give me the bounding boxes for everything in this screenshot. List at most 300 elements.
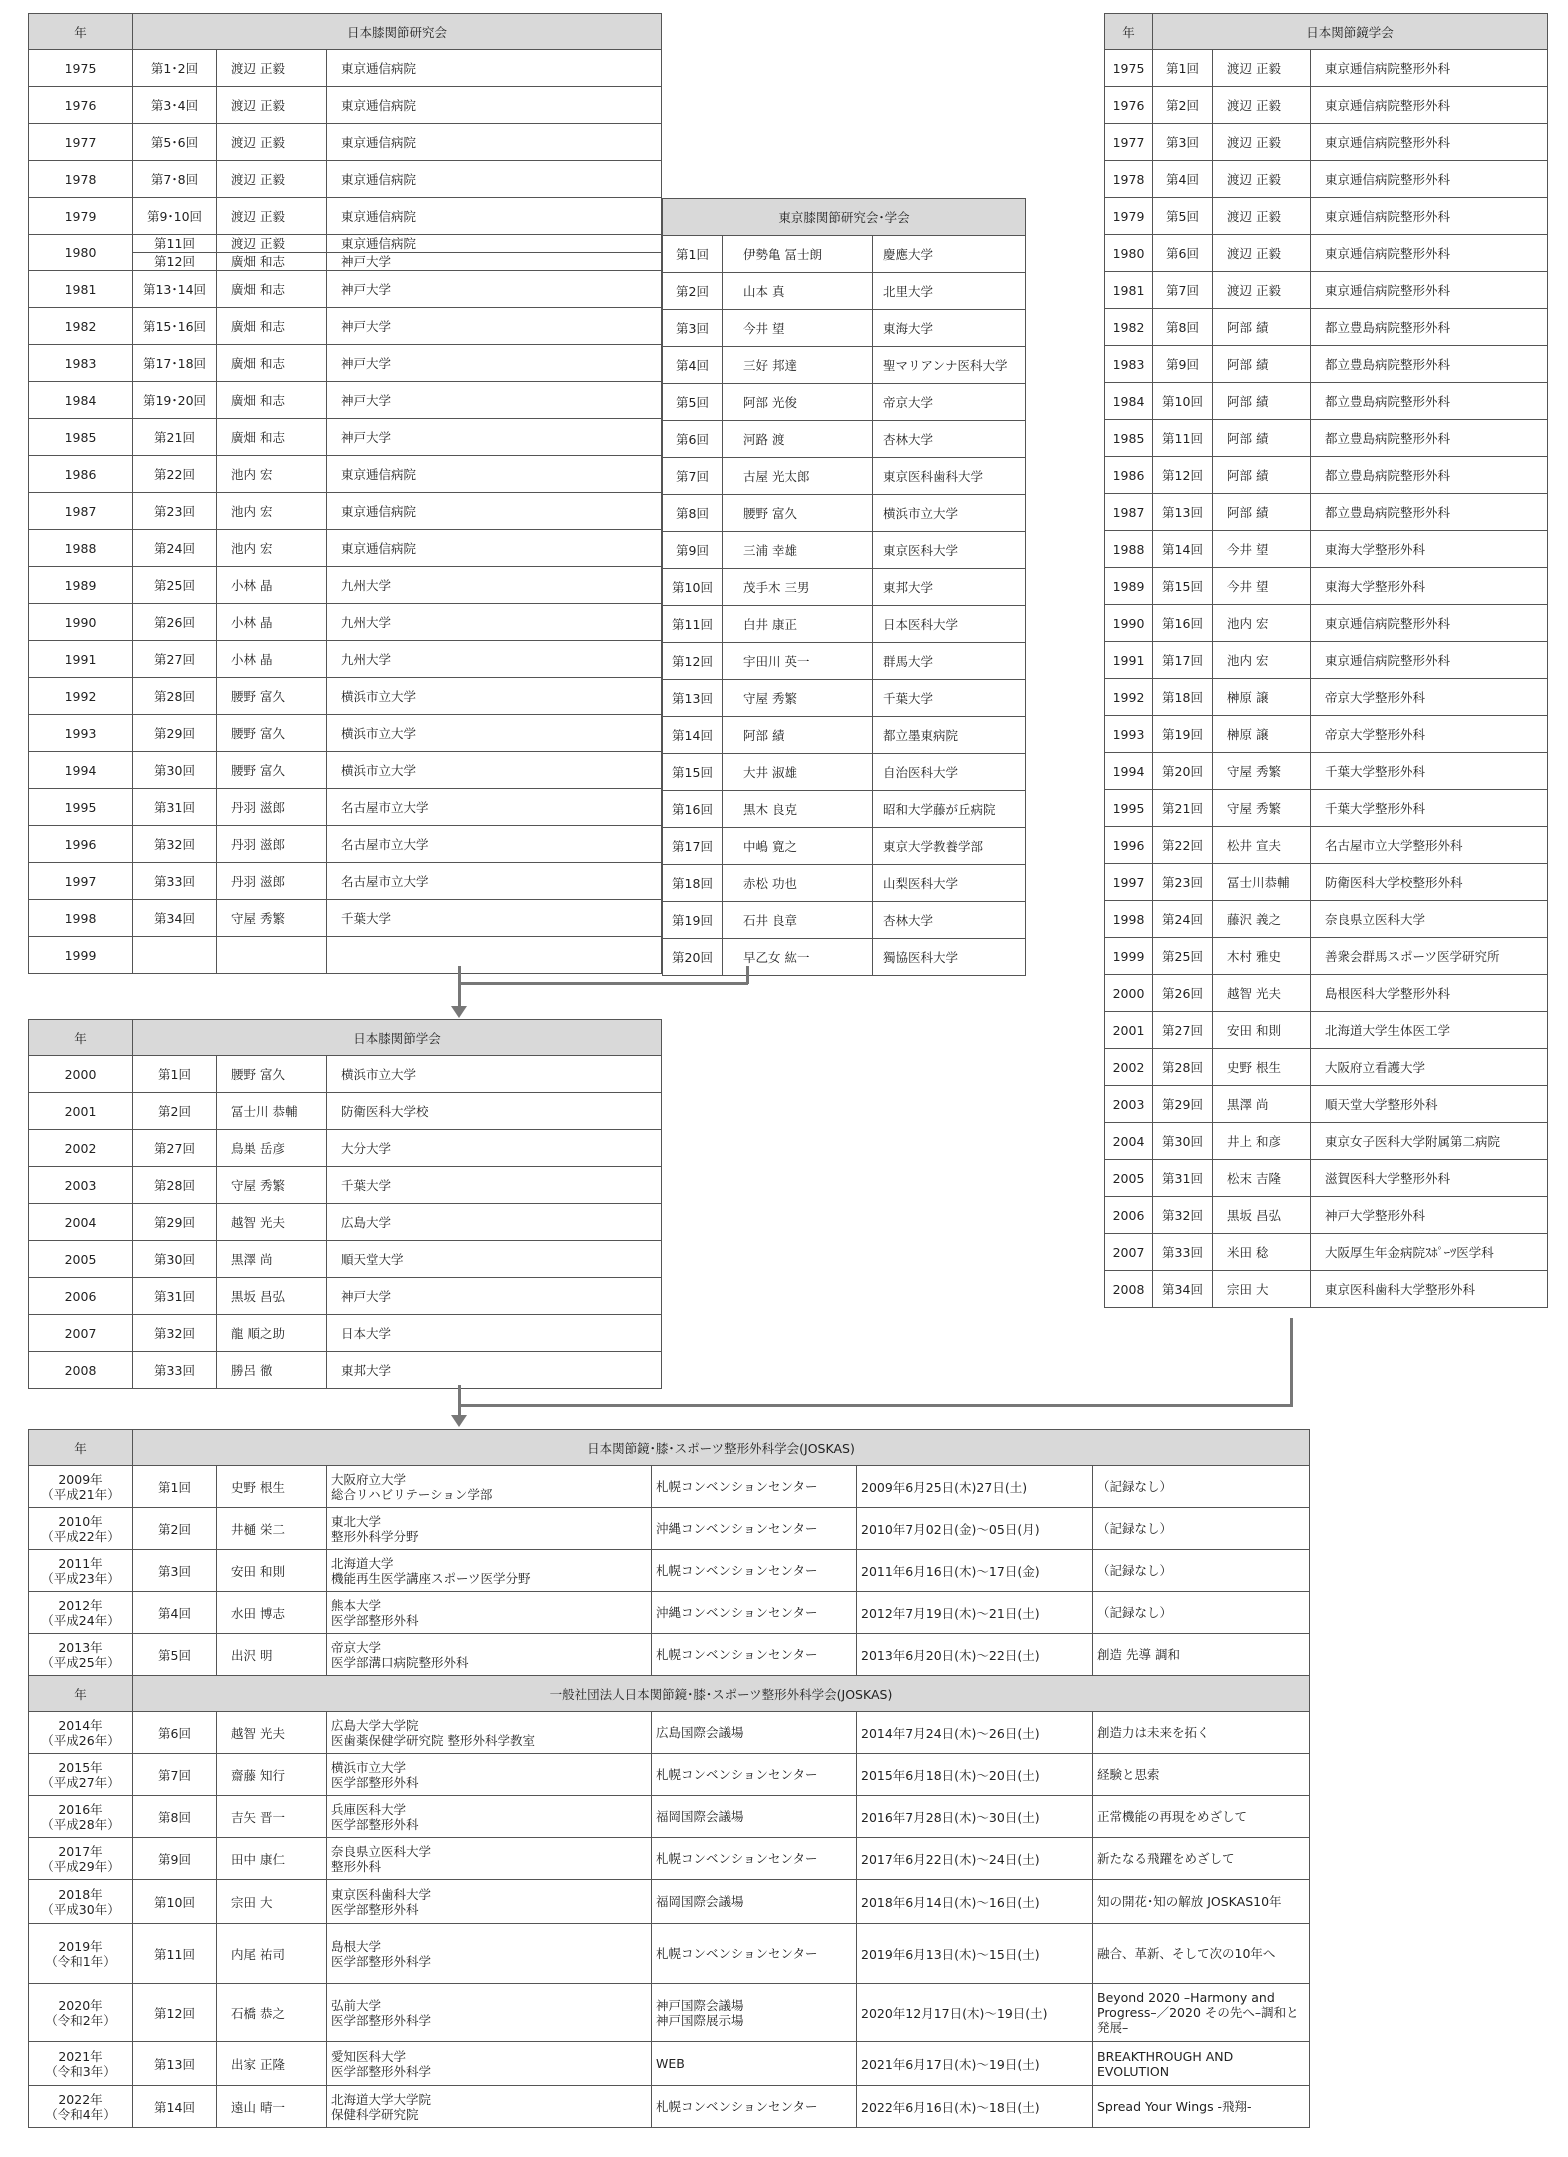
year-cell: 2007 xyxy=(1105,1234,1153,1271)
session-cell: 第14回 xyxy=(1153,531,1213,568)
session-cell: 第11回 xyxy=(133,1924,217,1984)
connector-line xyxy=(458,984,461,1008)
affiliation-cell: 都立豊島病院整形外科 xyxy=(1311,494,1548,531)
table-row xyxy=(29,678,662,715)
affiliation-cell: 帝京大学整形外科 xyxy=(1311,679,1548,716)
chair-cell: 池内 宏 xyxy=(1213,605,1311,642)
year-cell: 1993 xyxy=(1105,716,1153,753)
year-cell: 1977 xyxy=(1105,124,1153,161)
affiliation-cell: 東京逓信病院 xyxy=(327,456,662,493)
session-cell: 第16回 xyxy=(663,791,723,828)
affiliation-cell: 北海道大学生体医工学 xyxy=(1311,1012,1548,1049)
affiliation-cell: 九州大学 xyxy=(327,604,662,641)
year-cell: 1992 xyxy=(1105,679,1153,716)
chair-cell: 越智 光夫 xyxy=(1213,975,1311,1012)
chair-cell: 白井 康正 xyxy=(723,606,873,643)
chair-cell: 渡辺 正毅 xyxy=(1213,272,1311,309)
year-label: 2013年 xyxy=(58,1639,103,1655)
affiliation-cell: 滋賀医科大学整形外科 xyxy=(1311,1160,1548,1197)
chair-cell: 黒木 良克 xyxy=(723,791,873,828)
session-cell: 第17回 xyxy=(1153,642,1213,679)
session-cell: 第3回 xyxy=(133,1550,217,1592)
chair-cell: 渡辺 正毅 xyxy=(217,198,327,235)
chair-cell: 榊原 譲 xyxy=(1213,716,1311,753)
session-cell: 第32回 xyxy=(1153,1197,1213,1234)
affiliation-cell: 聖マリアンナ医科大学 xyxy=(873,347,1026,384)
table-row xyxy=(1105,753,1548,790)
chair-cell: 鳥巣 岳彦 xyxy=(217,1130,327,1167)
year-cell: 1988 xyxy=(29,530,133,567)
table-row xyxy=(29,604,662,641)
affiliation-cell: 防衛医科大学校整形外科 xyxy=(1311,864,1548,901)
session-cell: 第24回 xyxy=(133,530,217,567)
date-cell: 2014年7月24日(木)～26日(土) xyxy=(857,1712,1093,1754)
affiliation-cell: 東京逓信病院 xyxy=(327,493,662,530)
table-row xyxy=(663,495,1026,532)
year-cell: 1998 xyxy=(1105,901,1153,938)
table-row xyxy=(29,1880,1310,1924)
affiliation-cell: 東邦大学 xyxy=(873,569,1026,606)
session-cell: 第1回 xyxy=(1153,50,1213,87)
table-row xyxy=(29,900,662,937)
session-cell: 第18回 xyxy=(1153,679,1213,716)
year-cell: 1996 xyxy=(29,826,133,863)
affiliation-cell: 東京逓信病院 xyxy=(327,124,662,161)
session-cell: 第4回 xyxy=(1153,161,1213,198)
theme-cell: 創造力は未来を拓く xyxy=(1093,1712,1310,1754)
year-header: 年 xyxy=(1105,14,1153,50)
year-cell: 1984 xyxy=(29,382,133,419)
affiliation-cell: 都立豊島病院整形外科 xyxy=(1311,457,1548,494)
year-cell: 1989 xyxy=(29,567,133,604)
table-row xyxy=(1105,420,1548,457)
chair-cell: 宗田 大 xyxy=(217,1880,327,1924)
table-row xyxy=(1105,1234,1548,1271)
affiliation-cell: 東京逓信病院整形外科 xyxy=(1311,124,1548,161)
affiliation-cell: 北里大学 xyxy=(873,273,1026,310)
session-cell: 第23回 xyxy=(133,493,217,530)
table-row xyxy=(1105,87,1548,124)
year-cell: 1984 xyxy=(1105,383,1153,420)
affiliation-cell: 神戸大学整形外科 xyxy=(1311,1197,1548,1234)
table-row xyxy=(1105,346,1548,383)
theme-cell: 創造 先導 調和 xyxy=(1093,1634,1310,1676)
chair-cell: 丹羽 滋郎 xyxy=(217,789,327,826)
table-row xyxy=(1105,124,1548,161)
chair-cell: 河路 渡 xyxy=(723,421,873,458)
session-cell: 第6回 xyxy=(1153,235,1213,272)
table-row xyxy=(1105,50,1548,87)
affiliation-cell: 東京逓信病院 xyxy=(327,161,662,198)
session-cell: 第33回 xyxy=(1153,1234,1213,1271)
chair-cell: 米田 稔 xyxy=(1213,1234,1311,1271)
table-row xyxy=(29,1241,662,1278)
year-cell xyxy=(29,1924,133,1984)
affiliation-cell: 東京逓信病院整形外科 xyxy=(1311,198,1548,235)
affiliation-line: 整形外科 xyxy=(331,1858,382,1874)
affiliation-cell: 日本医科大学 xyxy=(873,606,1026,643)
year-cell xyxy=(29,1984,133,2042)
session-cell: 第1回 xyxy=(133,1466,217,1508)
session-cell: 第2回 xyxy=(663,273,723,310)
chair-cell: 丹羽 滋郎 xyxy=(217,863,327,900)
table-row xyxy=(663,236,1026,273)
year-cell xyxy=(29,1634,133,1676)
year-header: 年 xyxy=(29,1430,133,1466)
header-row xyxy=(29,1676,1310,1712)
affiliation-cell: 横浜市立大学 xyxy=(327,678,662,715)
year-cell: 1989 xyxy=(1105,568,1153,605)
chair-cell: 松井 宣夫 xyxy=(1213,827,1311,864)
chair-cell: 齋藤 知行 xyxy=(217,1754,327,1796)
affiliation-cell: 都立豊島病院整形外科 xyxy=(1311,346,1548,383)
session-cell: 第27回 xyxy=(133,641,217,678)
era-label: （平成26年） xyxy=(41,1732,120,1748)
session-cell: 第32回 xyxy=(133,1315,217,1352)
session-cell: 第6回 xyxy=(663,421,723,458)
venue-line: 札幌コンベンションセンター xyxy=(656,1563,818,1578)
session-cell: 第23回 xyxy=(1153,864,1213,901)
affiliation-cell: 東京逓信病院 xyxy=(327,87,662,124)
venue-cell xyxy=(652,1838,857,1880)
year-cell: 1975 xyxy=(1105,50,1153,87)
chair-name: 渡辺 正毅 xyxy=(217,235,326,253)
affiliation-cell: 東京逓信病院整形外科 xyxy=(1311,161,1548,198)
affiliation-line: 弘前大学 xyxy=(331,1997,382,2013)
year-cell: 1985 xyxy=(29,419,133,456)
affiliation-cell xyxy=(327,2086,652,2128)
table-row xyxy=(1105,605,1548,642)
session-cell: 第2回 xyxy=(133,1508,217,1550)
table-row xyxy=(1105,864,1548,901)
venue-cell xyxy=(652,1634,857,1676)
affiliation-cell: 都立豊島病院整形外科 xyxy=(1311,420,1548,457)
session-cell: 第13･14回 xyxy=(133,271,217,308)
affiliation-label: 神戸大学 xyxy=(341,254,392,269)
session-cell: 第9回 xyxy=(1153,346,1213,383)
affiliation-cell: 東京医科歯科大学整形外科 xyxy=(1311,1271,1548,1308)
affiliation-cell xyxy=(327,1838,652,1880)
chair-cell: 遠山 晴一 xyxy=(217,2086,327,2128)
session-cell: 第31回 xyxy=(133,789,217,826)
theme-cell: （記録なし） xyxy=(1093,1550,1310,1592)
table-row xyxy=(663,939,1026,976)
era-label: （平成25年） xyxy=(41,1654,120,1670)
affiliation-line: 医学部整形外科 xyxy=(331,1612,419,1628)
affiliation-cell: 千葉大学整形外科 xyxy=(1311,790,1548,827)
session-cell: 第34回 xyxy=(1153,1271,1213,1308)
affiliation-cell: 帝京大学整形外科 xyxy=(1311,716,1548,753)
venue-cell xyxy=(652,1592,857,1634)
year-cell: 1999 xyxy=(1105,938,1153,975)
affiliation-cell: 東京逓信病院整形外科 xyxy=(1311,642,1548,679)
table-row xyxy=(1105,1086,1548,1123)
affiliation-cell: 順天堂大学 xyxy=(327,1241,662,1278)
year-cell xyxy=(29,1712,133,1754)
affiliation-cell: 千葉大学整形外科 xyxy=(1311,753,1548,790)
affiliation-cell xyxy=(327,1634,652,1676)
chair-cell: 小林 晶 xyxy=(217,567,327,604)
chair-cell: 中嶋 寛之 xyxy=(723,828,873,865)
session-cell: 第25回 xyxy=(133,567,217,604)
chair-cell: 渡辺 正毅 xyxy=(217,50,327,87)
theme-cell: （記録なし） xyxy=(1093,1592,1310,1634)
connector-line xyxy=(458,1385,461,1415)
chair-name: 廣畑 和志 xyxy=(231,254,285,269)
date-cell: 2009年6月25日(木)27日(土) xyxy=(857,1466,1093,1508)
affiliation-cell: 横浜市立大学 xyxy=(327,1056,662,1093)
session-cell xyxy=(133,937,217,974)
theme-cell: Spread Your Wings -飛翔- xyxy=(1093,2086,1310,2128)
session-cell: 第6回 xyxy=(133,1712,217,1754)
session-cell: 第28回 xyxy=(133,678,217,715)
chair-cell: 宗田 大 xyxy=(1213,1271,1311,1308)
connector-line xyxy=(746,966,749,984)
knee-research-table xyxy=(28,13,662,974)
affiliation-cell: 東邦大学 xyxy=(327,1352,662,1389)
table-row xyxy=(1105,531,1548,568)
session-cell: 第5回 xyxy=(133,1634,217,1676)
affiliation-line: 兵庫医科大学 xyxy=(331,1801,407,1817)
year-cell: 1995 xyxy=(29,789,133,826)
year-cell: 2001 xyxy=(29,1093,133,1130)
year-cell: 2006 xyxy=(1105,1197,1153,1234)
session-cell: 第29回 xyxy=(1153,1086,1213,1123)
table-row xyxy=(663,273,1026,310)
table-row xyxy=(1105,975,1548,1012)
affiliation-line: 医学部整形外科学 xyxy=(331,1953,432,1969)
affiliation-cell xyxy=(327,1796,652,1838)
theme-cell: （記録なし） xyxy=(1093,1466,1310,1508)
session-cell: 第31回 xyxy=(1153,1160,1213,1197)
year-cell: 2003 xyxy=(1105,1086,1153,1123)
chair-cell xyxy=(217,235,327,271)
session-cell: 第17･18回 xyxy=(133,345,217,382)
year-cell: 1982 xyxy=(1105,309,1153,346)
chair-cell: 井樋 栄二 xyxy=(217,1508,327,1550)
session-cell: 第31回 xyxy=(133,1278,217,1315)
chair-cell: 黒坂 昌弘 xyxy=(1213,1197,1311,1234)
theme-cell: 知の開花･知の解放 JOSKAS10年 xyxy=(1093,1880,1310,1924)
chair-cell: 腰野 富久 xyxy=(217,678,327,715)
affiliation-cell: 杏林大学 xyxy=(873,421,1026,458)
year-label: 2011年 xyxy=(58,1555,103,1571)
table-row xyxy=(1105,161,1548,198)
date-cell: 2021年6月17日(木)～19日(土) xyxy=(857,2042,1093,2086)
year-label: 2022年 xyxy=(58,2091,103,2107)
table-title: 日本関節鏡学会 xyxy=(1153,14,1548,50)
year-label: 2018年 xyxy=(58,1886,103,1902)
year-cell: 1987 xyxy=(1105,494,1153,531)
chair-cell: 渡辺 正毅 xyxy=(1213,87,1311,124)
affiliation-line: 整形外科学分野 xyxy=(331,1528,419,1544)
affiliation-cell: 昭和大学藤が丘病院 xyxy=(873,791,1026,828)
table-row xyxy=(29,124,662,161)
session-cell: 第8回 xyxy=(663,495,723,532)
chair-cell: 藤沢 義之 xyxy=(1213,901,1311,938)
chair-cell: 守屋 秀繁 xyxy=(217,1167,327,1204)
venue-cell xyxy=(652,1796,857,1838)
venue-line: 広島国際会議場 xyxy=(656,1725,744,1740)
affiliation-line: 機能再生医学講座スポーツ医学分野 xyxy=(331,1570,531,1586)
chair-cell: 渡辺 正毅 xyxy=(1213,198,1311,235)
chair-cell: 史野 根生 xyxy=(217,1466,327,1508)
header-row xyxy=(29,1430,1310,1466)
table-row xyxy=(1105,790,1548,827)
table-row xyxy=(29,1508,1310,1550)
affiliation-cell xyxy=(327,2042,652,2086)
chair-cell: 池内 宏 xyxy=(217,456,327,493)
session-cell: 第9回 xyxy=(133,1838,217,1880)
era-label: （令和1年） xyxy=(45,1953,116,1969)
affiliation-cell xyxy=(327,1550,652,1592)
chair-cell: 廣畑 和志 xyxy=(217,345,327,382)
venue-line: 沖縄コンベンションセンター xyxy=(656,1521,818,1536)
date-cell: 2020年12月17日(木)～19日(土) xyxy=(857,1984,1093,2042)
table-row xyxy=(1105,716,1548,753)
table-row xyxy=(29,50,662,87)
affiliation-cell: 千葉大学 xyxy=(873,680,1026,717)
year-cell: 1986 xyxy=(29,456,133,493)
table-row xyxy=(29,419,662,456)
year-cell: 2000 xyxy=(1105,975,1153,1012)
year-label: 2017年 xyxy=(58,1843,103,1859)
chair-cell: 小林 晶 xyxy=(217,604,327,641)
affiliation-cell: 東京逓信病院整形外科 xyxy=(1311,605,1548,642)
table-row xyxy=(1105,827,1548,864)
affiliation-cell: 都立墨東病院 xyxy=(873,717,1026,754)
chair-cell: 廣畑 和志 xyxy=(217,419,327,456)
table-title: 日本膝関節学会 xyxy=(133,1020,662,1056)
affiliation-line: 医学部整形外科 xyxy=(331,1774,419,1790)
session-cell: 第21回 xyxy=(133,419,217,456)
affiliation-line: 奈良県立医科大学 xyxy=(331,1843,432,1859)
venue-cell xyxy=(652,2086,857,2128)
table-row xyxy=(29,567,662,604)
session-cell: 第4回 xyxy=(133,1592,217,1634)
table-row xyxy=(29,1838,1310,1880)
table-row xyxy=(663,828,1026,865)
table-row xyxy=(29,87,662,124)
session-cell: 第26回 xyxy=(133,604,217,641)
session-cell: 第20回 xyxy=(1153,753,1213,790)
affiliation-cell: 都立豊島病院整形外科 xyxy=(1311,309,1548,346)
chair-cell: 腰野 富久 xyxy=(217,1056,327,1093)
session-cell: 第24回 xyxy=(1153,901,1213,938)
affiliation-line: 保健科学研究院 xyxy=(331,2106,419,2122)
year-cell: 1976 xyxy=(29,87,133,124)
table-row xyxy=(29,1352,662,1389)
table-row xyxy=(29,1634,1310,1676)
chair-cell: 池内 宏 xyxy=(217,530,327,567)
chair-cell: 池内 宏 xyxy=(1213,642,1311,679)
venue-line: 札幌コンベンションセンター xyxy=(656,1851,818,1866)
table-row xyxy=(1105,1271,1548,1308)
year-cell: 1993 xyxy=(29,715,133,752)
table-row xyxy=(29,641,662,678)
session-cell: 第30回 xyxy=(133,1241,217,1278)
session-cell: 第8回 xyxy=(133,1796,217,1838)
venue-cell xyxy=(652,2042,857,2086)
session-cell: 第12回 xyxy=(663,643,723,680)
chair-cell: 渡辺 正毅 xyxy=(1213,124,1311,161)
session-cell: 第26回 xyxy=(1153,975,1213,1012)
chair-cell: 木村 雅史 xyxy=(1213,938,1311,975)
venue-line: 福岡国際会議場 xyxy=(656,1809,744,1824)
session-cell: 第2回 xyxy=(133,1093,217,1130)
affiliation-line: 愛知医科大学 xyxy=(331,2048,407,2064)
year-cell: 1981 xyxy=(1105,272,1153,309)
table-row xyxy=(29,1712,1310,1754)
year-cell: 1977 xyxy=(29,124,133,161)
session-cell: 第30回 xyxy=(1153,1123,1213,1160)
session-cell: 第9回 xyxy=(663,532,723,569)
table-row xyxy=(1105,1197,1548,1234)
table-row xyxy=(29,1278,662,1315)
session-cell: 第28回 xyxy=(133,1167,217,1204)
date-cell: 2022年6月16日(木)～18日(土) xyxy=(857,2086,1093,2128)
table-row xyxy=(29,271,662,308)
affiliation-line: 島根大学 xyxy=(331,1938,382,1954)
year-cell xyxy=(29,1466,133,1508)
year-cell xyxy=(29,1508,133,1550)
chair-cell: 渡辺 正毅 xyxy=(1213,235,1311,272)
affiliation-line: 熊本大学 xyxy=(331,1597,382,1613)
table-row xyxy=(29,1204,662,1241)
table-row xyxy=(29,863,662,900)
affiliation-cell: 東海大学 xyxy=(873,310,1026,347)
connector-line xyxy=(458,982,748,985)
table-row xyxy=(29,530,662,567)
chair-cell: 三浦 幸雄 xyxy=(723,532,873,569)
affiliation-line: 北海道大学大学院 xyxy=(331,2091,432,2107)
affiliation-line: 医学部整形外科 xyxy=(331,1816,419,1832)
year-cell: 2005 xyxy=(29,1241,133,1278)
venue-line: 神戸国際展示場 xyxy=(656,2012,744,2028)
session-cell: 第27回 xyxy=(133,1130,217,1167)
era-label: （令和3年） xyxy=(45,2063,116,2079)
chair-cell: 丹羽 滋郎 xyxy=(217,826,327,863)
session-cell: 第29回 xyxy=(133,715,217,752)
table-row xyxy=(29,161,662,198)
affiliation-cell: 神戸大学 xyxy=(327,345,662,382)
table-row xyxy=(29,715,662,752)
chair-cell: 守屋 秀繁 xyxy=(217,900,327,937)
affiliation-cell xyxy=(327,1466,652,1508)
theme-cell: BREAKTHROUGH AND EVOLUTION xyxy=(1093,2042,1310,2086)
session-cell: 第4回 xyxy=(663,347,723,384)
chair-cell: 山本 真 xyxy=(723,273,873,310)
venue-line: 神戸国際会議場 xyxy=(656,1997,744,2013)
affiliation-cell: 日本大学 xyxy=(327,1315,662,1352)
affiliation-line: 医学部整形外科 xyxy=(331,1901,419,1917)
session-cell: 第21回 xyxy=(1153,790,1213,827)
year-header: 年 xyxy=(29,1020,133,1056)
connector-line xyxy=(458,1404,1290,1407)
year-cell: 1978 xyxy=(29,161,133,198)
table-row xyxy=(1105,1123,1548,1160)
affiliation-cell: 大阪府立看護大学 xyxy=(1311,1049,1548,1086)
session-cell: 第7回 xyxy=(663,458,723,495)
chair-cell: 冨士川恭輔 xyxy=(1213,864,1311,901)
year-cell xyxy=(29,1550,133,1592)
affiliation-cell: 大分大学 xyxy=(327,1130,662,1167)
table-row xyxy=(1105,901,1548,938)
affiliation-cell xyxy=(327,1984,652,2042)
affiliation-cell xyxy=(327,1754,652,1796)
chair-cell: 龍 順之助 xyxy=(217,1315,327,1352)
table-row xyxy=(1105,938,1548,975)
